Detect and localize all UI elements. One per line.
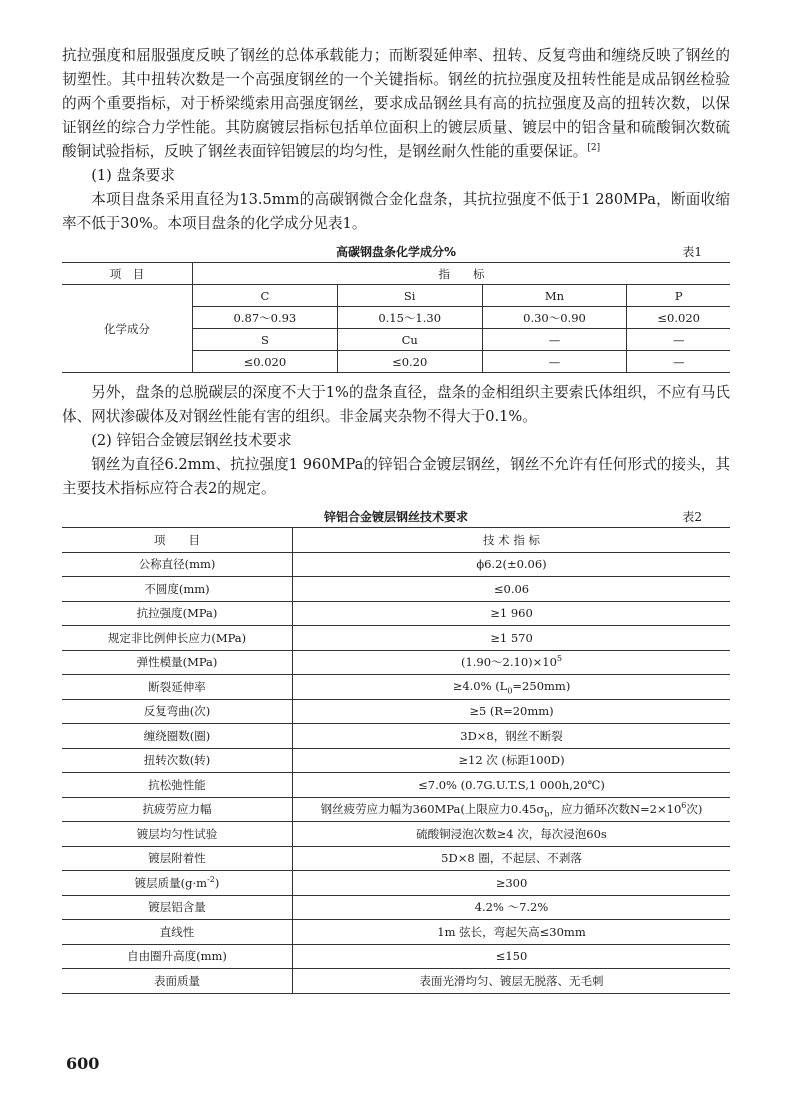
table2-value: 1m 弦长，弯起矢高≤30mm [293, 920, 731, 945]
table2-value: ≥300 [293, 871, 731, 896]
table-row [62, 699, 730, 724]
table-row [62, 675, 730, 700]
page-number: 600 [66, 1054, 100, 1073]
table-row [62, 871, 730, 896]
table2-value: 3D×8，钢丝不断裂 [293, 724, 731, 749]
value-text: ≥4.0% (L [452, 678, 508, 693]
table2-value: ≥1 570 [293, 626, 731, 651]
table2-value: ≥1 960 [293, 601, 731, 626]
table-row [62, 822, 730, 847]
table-cell: C [193, 285, 338, 307]
table1-header-item: 项 目 [62, 263, 193, 285]
table2-value [293, 650, 731, 675]
table2-value: 硫酸铜浸泡次数≥4 次，每次浸泡60s [293, 822, 731, 847]
table2-item: 公称直径(mm) [62, 552, 293, 577]
value-text: 次) [686, 801, 703, 816]
table2-item: 直线性 [62, 920, 293, 945]
value-superscript: 6 [681, 800, 687, 810]
table2-item: 弹性模量(MPa) [62, 650, 293, 675]
table-row [62, 895, 730, 920]
table-row [62, 577, 730, 602]
value-subscript: b [544, 808, 550, 818]
value-subscript: 0 [507, 685, 513, 695]
table1-caption [62, 240, 730, 262]
table2-value: ≥12 次 (标距100D) [293, 748, 731, 773]
table-row [62, 601, 730, 626]
table2-value [293, 675, 731, 700]
section2-paragraph: 钢丝为直径6.2mm、抗拉强度1 960MPa的锌铝合金镀层钢丝，钢丝不允许有任何形式的接头，其主要技术指标应符合表2的规定。 [62, 456, 730, 497]
table-row [62, 263, 730, 285]
table-cell: S [193, 329, 338, 351]
table2-value: 5D×8 圈，不起层、不剥落 [293, 846, 731, 871]
table2-item: 抗松弛性能 [62, 773, 293, 798]
table-cell: 0.15～1.30 [337, 307, 482, 329]
item-text: 镀层质量(g·m [134, 875, 208, 890]
table-cell: 0.87～0.93 [193, 307, 338, 329]
table-row [62, 285, 730, 307]
table-cell: ≤0.020 [193, 351, 338, 373]
table2-caption [62, 505, 730, 527]
section2-heading: (2) 锌铝合金镀层钢丝技术要求 [91, 432, 292, 449]
section1-paragraph: 本项目盘条采用直径为13.5mm的高碳钢微合金化盘条，其抗拉强度不低于1 280MPa，断面收缩率不低于30%。本项目盘条的化学成分见表1。 [62, 191, 730, 232]
table2-header-index: 技 术 指 标 [293, 528, 731, 553]
table-row [62, 797, 730, 822]
table2-number: 表2 [682, 510, 702, 524]
table2-item: 表面质量 [62, 969, 293, 994]
table2-value: ≥5 (R=20mm) [293, 699, 731, 724]
table2-item: 规定非比例伸长应力(MPa) [62, 626, 293, 651]
table2-item: 缠绕圈数(圈) [62, 724, 293, 749]
table2-value: 表面光滑均匀、镀层无脱落、无毛刺 [293, 969, 731, 994]
table2-item: 自由圈升高度(mm) [62, 944, 293, 969]
table2-item: 反复弯曲(次) [62, 699, 293, 724]
table-row [62, 650, 730, 675]
table-cell: 0.30～0.90 [482, 307, 627, 329]
table2-item: 抗疲劳应力幅 [62, 797, 293, 822]
table-row [62, 920, 730, 945]
table-cell: — [627, 351, 730, 373]
table2-item: 镀层附着性 [62, 846, 293, 871]
table-cell: ≤0.20 [337, 351, 482, 373]
table-row [62, 724, 730, 749]
page-body [62, 44, 730, 994]
table1-title: 高碳钢盘条化学成分% [335, 245, 457, 259]
table2-wire-requirements [62, 527, 730, 994]
table-row [62, 846, 730, 871]
value-text: =250mm) [512, 678, 571, 693]
item-superscript: -2 [207, 874, 215, 884]
table-row [62, 626, 730, 651]
table2-item [62, 871, 293, 896]
table2-header-item: 项 目 [62, 528, 293, 553]
table-cell: P [627, 285, 730, 307]
table-row [62, 748, 730, 773]
table2-value: ≤0.06 [293, 577, 731, 602]
item-text: ) [214, 875, 220, 890]
table2-item: 断裂延伸率 [62, 675, 293, 700]
table1-number: 表1 [682, 245, 702, 259]
table-row [62, 969, 730, 994]
table2-value [293, 797, 731, 822]
table2-item: 扭转次数(转) [62, 748, 293, 773]
table1-chemical-composition [62, 262, 730, 373]
table-row [62, 528, 730, 553]
value-text: 钢丝疲劳应力幅为360MPa(上限应力0.45σ [320, 801, 545, 816]
value-text: ，应力循环次数N=2×10 [549, 801, 682, 816]
after-table1-paragraph: 另外，盘条的总脱碳层的深度不大于1%的盘条直径，盘条的金相组织主要索氏体组织，不应有马氏体、网状渗碳体及对钢丝性能有害的组织。非金属夹杂物不得大于0.1%。 [62, 384, 730, 425]
table2-value: ≤150 [293, 944, 731, 969]
intro-paragraph [62, 44, 730, 164]
table2-value: 4.2% ～7.2% [293, 895, 731, 920]
table2-value: ϕ6.2(±0.06) [293, 552, 731, 577]
intro-citation: [2] [587, 143, 601, 154]
table-cell: — [627, 329, 730, 351]
table-cell: Si [337, 285, 482, 307]
table-row [62, 552, 730, 577]
table1-row-label: 化学成分 [62, 285, 193, 373]
table-cell: — [482, 351, 627, 373]
table-row [62, 944, 730, 969]
value-superscript: 5 [556, 654, 563, 664]
table1-header-index: 指 标 [193, 263, 731, 285]
table2-item: 镀层铝含量 [62, 895, 293, 920]
table2-item: 不圆度(mm) [62, 577, 293, 602]
table-cell: — [482, 329, 627, 351]
table2-value: ≤7.0% (0.7G.U.T.S,1 000h,20℃) [293, 773, 731, 798]
table2-title: 锌铝合金镀层钢丝技术要求 [323, 510, 468, 524]
table-cell: Mn [482, 285, 627, 307]
table-cell: Cu [337, 329, 482, 351]
value-text: (1.90～2.10)×10 [460, 655, 557, 670]
table-row [62, 773, 730, 798]
table2-item: 抗拉强度(MPa) [62, 601, 293, 626]
table2-item: 镀层均匀性试验 [62, 822, 293, 847]
section1-heading: (1) 盘条要求 [91, 167, 175, 184]
intro-text: 抗拉强度和屈服强度反映了钢丝的总体承载能力；而断裂延伸率、扭转、反复弯曲和缠绕反映了钢丝的韧塑性。其中扭转次数是一个高强度钢丝的一个关键指标。钢丝的抗拉强度及扭转性能是成品钢丝检验的两个重要指标，对于桥梁缆索用高强度钢丝，要求成品钢丝具有高的抗拉强度及高的扭转次数，以保证钢丝的综合力学性能。其防腐镀层指标包括单位面积上的镀层质量、镀层中的铝含量和硫酸铜次数硫酸铜试验指标，反映了钢丝表面锌铝镀层的均匀性，是钢丝耐久性能的重要保证。 [62, 47, 730, 160]
table-cell: ≤0.020 [627, 307, 730, 329]
